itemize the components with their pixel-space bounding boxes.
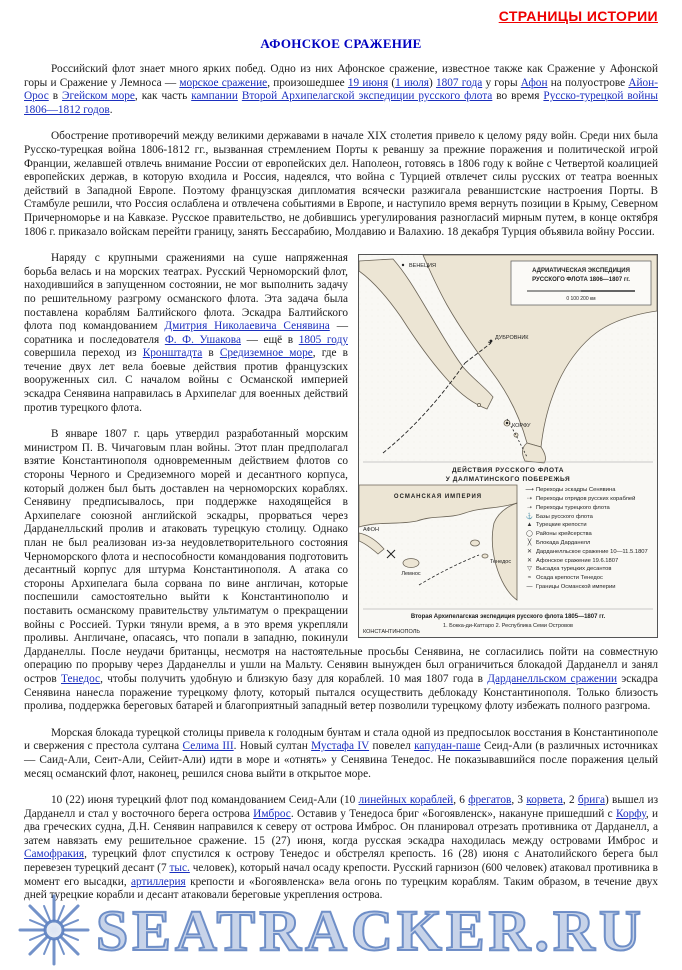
map-title-line2: РУССКОГО ФЛОТА 1806—1807 гг. [532, 277, 630, 284]
text-run: . [109, 103, 113, 116]
text-run: крепости и «Богоявленска» вела огонь по турецким кораблям. Таким образом, в течение двух дней турецкие корабли и десант атаковали береговые укрепления острова. [24, 875, 658, 902]
legend-symbol: ⚓ [525, 513, 534, 520]
article-body [24, 63, 658, 903]
watermark-text: SEATRACKER.RU [96, 897, 645, 963]
text-run: В январе 1807 г. царь утвердил разработанный морским министром П. В. Чичаговым план войны. Этот план предполагал взятие Константинополя одновременным действием флотов со стороны Черного и Средиземного морей и десантного корпуса, который должен был быть доставлен на черноморских кораблях. Сенявину предписывалось, при поддержке находящейся в Архипелаге союзной английской эскадры, прорваться через Дарданелльский пролив и атаковать турецкую столицу. Однако план не был реализован из-за неудовлетворительного состояния Черноморского флота и неспособности командования подготовить десантный корпус для штурма Константинополя. А атака со стороны Архипелага была сорвана по вине англичан, которые поспешили самостоятельно выйти к Константинополю и поставить османскому правительству ультиматум о прекращении войны с Россией. Турки тянули время, а в это время укрепляли проливы. Англичане, опасаясь, что попали в западню, покинули Дарданеллы. После неудачи британцы, несмотря на настоятельные просьбы Сенявина, не согласились пойти на совместную операцию по прорыву через Дарданеллы и ушли на Мальту. Сенявин вынужден был ограничиться блокадой Дарданелл и занял остров [24, 428, 658, 685]
text-link[interactable]: Мустафа IV [311, 740, 370, 753]
legend-symbol: ✕ [526, 548, 533, 555]
paragraph [24, 794, 658, 903]
map-legend-row [523, 549, 653, 556]
map-title-box [511, 261, 651, 305]
page-title: АФОНСКОЕ СРАЖЕНИЕ [260, 36, 422, 51]
map-label-lemnos: Лемнос [401, 571, 421, 578]
map-legend [523, 487, 653, 593]
map-scale-label: 0 100 200 км [566, 296, 596, 303]
text-run: повелел [369, 740, 415, 753]
map-legend-row [523, 522, 653, 529]
map-label-venice: ВЕНЕЦИЯ [409, 263, 436, 270]
text-run: ( [388, 76, 396, 89]
legend-symbol: ⇢ [526, 495, 533, 502]
text-run: ) [429, 76, 436, 89]
text-link[interactable]: кампании [191, 90, 238, 103]
text-run: , где в течение двух лет вела боевые действия против французских вооруженных сил. С началом войны с Османской империей эскадра Сенявина направилась в Архипелаг для военных действий против турецкого флота. [24, 347, 348, 414]
map-label-constantinople: КОНСТАНТИНОПОЛЬ [363, 629, 420, 636]
legend-label: Переходы турецкого флота [536, 504, 610, 511]
text-link[interactable]: Самофракия [24, 848, 85, 861]
text-link[interactable]: фрегатов [468, 794, 512, 807]
legend-symbol: ⟶ [525, 487, 534, 494]
legend-symbol: ▲ [526, 522, 533, 529]
map-figure [358, 254, 658, 638]
map-label-dubrovnik: ДУБРОВНИК [495, 335, 529, 342]
map-legend-row [523, 505, 653, 512]
legend-symbol: ╳ [527, 539, 532, 546]
text-link[interactable]: линейных кораблей [358, 794, 454, 807]
legend-symbol: ✕ [526, 557, 533, 564]
legend-label: Высадка турецких десантов [536, 566, 612, 573]
starburst-logo [16, 892, 92, 968]
text-run: человек), который начал осаду крепости. Русский гарнизон (600 человек) атаковал противника в момент его высадки, [24, 862, 659, 888]
map-legend-row [523, 558, 653, 565]
text-run: . Оставив у Тенедоса бриг «Богоявленск», накануне пришедший с [290, 807, 616, 820]
text-run: во время [492, 90, 544, 103]
text-link[interactable]: Ф. Ф. Ушакова [164, 333, 241, 346]
text-link[interactable]: 1805 году [298, 333, 348, 346]
text-run: , как часть [134, 90, 192, 103]
text-link[interactable]: 1 июля [395, 76, 430, 89]
text-run: Обострение противоречий между великими державами в начале XIX столетия привело к целому ряду войн. Среди них была Русско-турецкая война 1806-1812 гг., вызванная стремлением Порты к реваншу за прежние поражения и политической игрой Франции, желавшей отвлечь внимание России от европейских дел. Наполеон, готовясь в 1806 году к войне с Четвертой коалицией европейских держав, в которую входила и Россия, надеялся, что война с Турцией отвлечет силы русских от театра военных действий в Западной Европе. Поэтому французская дипломатия всячески разжигала реваншистские настроения Порты. В Стамбуле решили, что Россия ослаблена и отвлечена событиями в Европе, и наступило время вернуть позиции в Крыму, Северном Причерноморье и на Кавказе. Русское правительство, не добившись урегулирования разногласий мирным путем, в конце октября 1806 г. приказало войскам перейти границу, занять Бессарабию, Молдавию и Валахию. 18 декабря Турция объявила войну России. [24, 130, 658, 238]
text-link[interactable]: Айон-Орос [24, 76, 658, 103]
map-legend-row [523, 496, 653, 503]
history-pages-badge[interactable]: СТРАНИЦЫ ИСТОРИИ [498, 8, 658, 24]
map-label-athos: АФОН [363, 527, 379, 534]
map-caption-1: Вторая Архипелагская экспедиция русского флота 1805—1807 гг. [410, 614, 606, 621]
text-link[interactable]: тыс. [169, 862, 190, 875]
map-legend-row [523, 540, 653, 547]
map-section-title-2: У ДАЛМАТИНСКОГО ПОБЕРЕЖЬЯ [445, 476, 571, 484]
text-link[interactable]: 19 июня [347, 76, 389, 89]
legend-label: Переходы отрядов русских кораблей [536, 495, 636, 502]
legend-label: Дарданелльское сражение 10—11.5.1807 [536, 548, 648, 555]
text-link[interactable]: Корфу [615, 807, 646, 820]
text-run: у горы [482, 76, 521, 89]
text-run: , 6 [453, 794, 469, 807]
map-legend-row [523, 487, 653, 494]
text-run: — ещё в [240, 333, 299, 346]
legend-label: Афонское сражение 19.6.1807 [536, 557, 619, 564]
legend-label: Районы крейсерства [536, 531, 592, 538]
map-caption-2: 1. Бокка-ди-Каттаро 2. Республика Семи Островов [443, 623, 573, 630]
legend-label: Блокада Дарданелл [536, 539, 591, 546]
text-link[interactable]: Селима III [182, 740, 234, 753]
text-run: , 2 [562, 794, 578, 807]
text-link[interactable]: артиллерия [131, 875, 186, 888]
text-run: Морская блокада турецкой столицы привела к голодным бунтам и стала одной из предпосылок восстания в Константинополе и свержения с престола султана [24, 726, 658, 753]
text-link[interactable]: капудан-паше [414, 740, 481, 753]
text-link[interactable]: Имброс [253, 807, 291, 820]
legend-symbol: ◯ [526, 531, 533, 538]
map-section-title-1: ДЕЙСТВИЯ РУССКОГО ФЛОТА [451, 467, 565, 475]
legend-label: Осада крепости Тенедос [536, 575, 603, 582]
text-run: 10 (22) июня турецкий флот под командованием Сеид-Али (10 [51, 794, 359, 807]
map-legend-row [523, 575, 653, 582]
legend-symbol: ≈ [527, 575, 532, 582]
legend-label: Базы русского флота [536, 513, 593, 520]
text-link[interactable]: Русско-турецкой войны 1806—1812 годов [24, 90, 658, 116]
text-run: . Новый султан [233, 740, 312, 753]
text-run: Российский флот знает много ярких побед. Одно из них Афонское сражение, известное также как Сражение у Афонской горы и Сражение у Лемноса — [24, 63, 658, 89]
map-label-tenedos: Тенедос [490, 559, 512, 566]
text-link[interactable]: Средиземное море [219, 347, 313, 360]
paragraph [24, 130, 658, 239]
text-link[interactable]: брига [577, 794, 605, 807]
text-run: , турецкий флот спустился к острову Тенедос и обстрелял крепость. 16 (28) июня с Анатолийского берега был перевезен турецкий десант (7 [24, 848, 658, 875]
text-run: ) вышел из Дарданелл и стал у восточного берега острова [24, 794, 659, 820]
map-label-corfu: КОРФУ [512, 423, 531, 430]
legend-symbol: ▽ [527, 566, 532, 573]
map-title-line1: АДРИАТИЧЕСКАЯ ЭКСПЕДИЦИЯ [532, 268, 630, 275]
text-link[interactable]: Дарданелльском сражении [487, 672, 618, 685]
text-link[interactable]: Афон [520, 76, 548, 89]
paragraph [24, 63, 658, 117]
text-run: на полуострове [547, 76, 629, 89]
text-link[interactable]: Кронштадта [142, 347, 203, 360]
text-run: , и два греческих судна, Д.Н. Сенявин направился к северу от острова Имброс. Он планировал отрезать противника от Дарданелл, а затем навязать ему решительное сражение. 15 (27) июня, когда русская эскадра находилась между островами Имброс и [24, 807, 658, 847]
map-legend-row [523, 514, 653, 521]
map-legend-row [523, 566, 653, 573]
text-run: совершила переход из [24, 347, 143, 360]
text-link[interactable]: Второй Архипелагской экспедиции русского флота [241, 90, 493, 103]
text-run: , 3 [511, 794, 527, 807]
text-run: Сеид-Али (в различных источниках — Саид-Али, Сеит-Али, Сейит-Али) идти в море и «отнять» у Сенявина Тенедос. Не показывавшийся после поражения целый месяц османский флот, наконец, решился снова выйти в открытое море. [24, 740, 658, 780]
map-legend-row [523, 531, 653, 538]
text-run: в [202, 347, 220, 360]
legend-symbol: ➝ [526, 504, 533, 511]
map-legend-row [523, 584, 653, 591]
text-link[interactable]: Дмитрия Николаевича Сенявина [164, 320, 330, 333]
legend-label: Переходы эскадры Сенявина [536, 487, 616, 494]
paragraph [24, 727, 658, 781]
legend-label: Границы Османской империи [536, 583, 616, 590]
text-link[interactable]: Тенедос [60, 672, 101, 685]
text-run: , произошедшее [267, 76, 348, 89]
text-link[interactable]: Эгейском море [62, 90, 135, 103]
legend-symbol: — [526, 583, 533, 590]
text-run: в [48, 90, 62, 103]
text-link[interactable]: 1807 года [435, 76, 483, 89]
map-label-ottoman-empire: ОСМАНСКАЯ ИМПЕРИЯ [393, 494, 483, 501]
text-run: Наряду с крупными сражениями на суше напряженная борьба велась и на морских театрах. Русский Черноморский флот, находившийся в запущенном состоянии, не мог выполнить задачу по решительному разгрому османского флота. Эта задача была поставлена кораблям Балтийского флота. Эскадра Балтийского флота под командованием [24, 252, 348, 333]
text-run: эскадра Сенявина нанесла поражение турецкому флоту, который пытался осуществить деблокаду Константинополя. Только близость пролива, поддержка береговых батарей и благоприятный западный ветер позволили турецкому флоту избежать полного разгрома. [24, 672, 658, 713]
text-run: — соратника и последователя [24, 320, 348, 346]
watermark [16, 892, 645, 968]
text-link[interactable]: морское сражение [179, 76, 268, 89]
legend-label: Турецкие крепости [536, 522, 587, 529]
text-run: , чтобы получить удобную и близкую базу для кораблей. 10 мая 1807 года в [100, 672, 488, 685]
text-link[interactable]: корвета [526, 794, 563, 807]
